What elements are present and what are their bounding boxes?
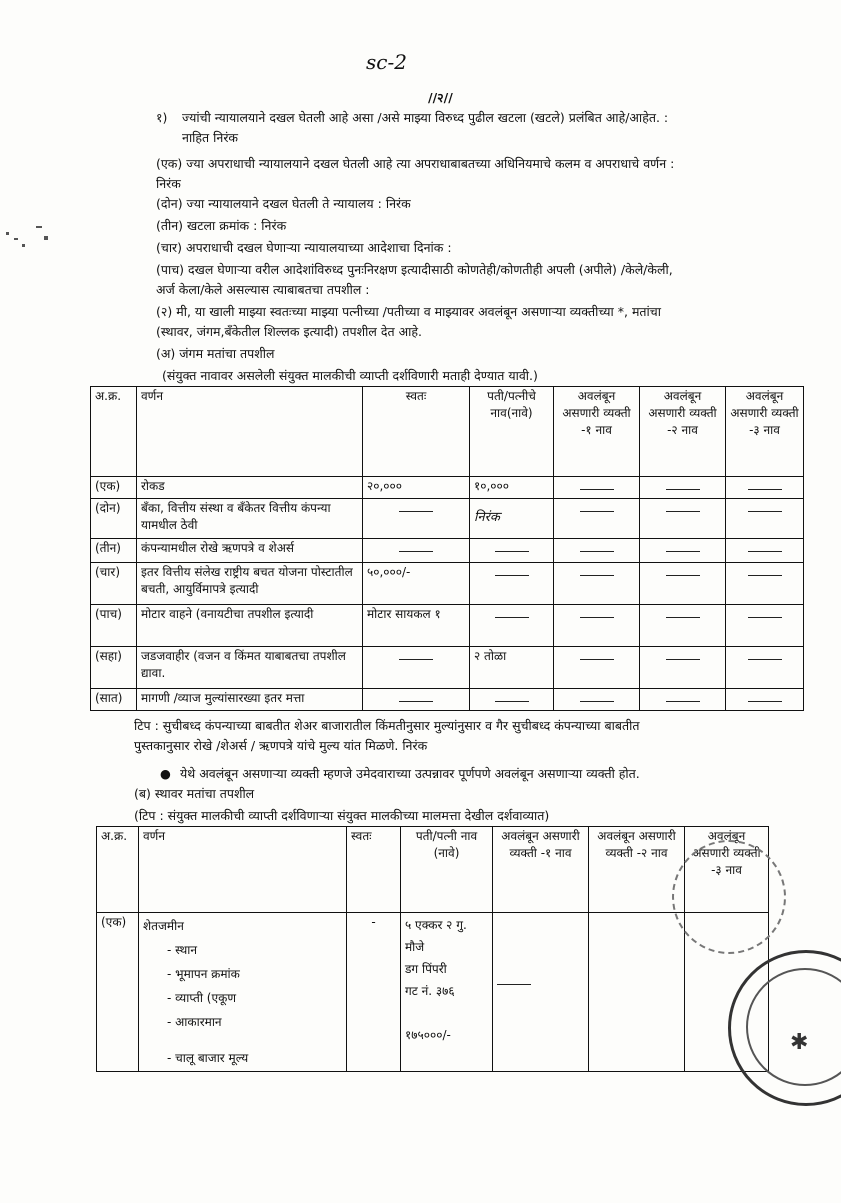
immovable-assets-table bbox=[96, 826, 769, 1072]
row-description: रोकड bbox=[137, 477, 363, 499]
land-village: डग पिंपरी bbox=[405, 962, 447, 976]
nil-dash bbox=[495, 701, 529, 702]
nil-dash bbox=[497, 984, 531, 985]
case-number-line: (तीन) खटला क्रमांक : निरंक bbox=[156, 218, 287, 233]
row-number: (चार) bbox=[91, 563, 137, 605]
agricultural-land-cell: शेतजमीन - स्थान - भूमापन क्रमांक - व्याप्ती (एकूण - आकारमान - चालू बाजार मूल्य bbox=[139, 913, 347, 1072]
sub-item-extent: व्याप्ती (एकूण bbox=[175, 991, 236, 1005]
table-row bbox=[91, 689, 804, 711]
assets-declaration-line-2: (स्थावर, जंगम,बँकेतील शिल्लक इत्यादी) तपशील देत आहे. bbox=[156, 324, 422, 339]
col-header-spouse: पती/पत्नी नाव (नावे) bbox=[401, 827, 493, 913]
table-row: (एक) शेतजमीन - स्थान - भूमापन क्रमांक - व्याप्ती (एकूण - आकारमान - चालू बाजार मूल्य - ५ एक्कर २ गु. मौजे डग पिंपरी गट नं. ३७६ १७५०००/- bbox=[97, 913, 769, 1072]
order-date-line: (चार) अपराधाची दखल घेणाऱ्या न्यायालयाच्या आदेशाचा दिनांक : bbox=[156, 240, 452, 255]
nil-dash bbox=[666, 575, 700, 576]
nil-dash bbox=[748, 551, 782, 552]
pending-case-value: नाहित निरंक bbox=[182, 130, 239, 145]
nil-dash bbox=[399, 659, 433, 660]
row-number: (सात) bbox=[91, 689, 137, 711]
nil-dash bbox=[580, 659, 614, 660]
col-header-description: वर्णन bbox=[137, 387, 363, 477]
row-description: जडजवाहीर (वजन व किंमत याबाबतचा तपशील द्यावा. bbox=[137, 647, 363, 689]
pending-case-statement: ज्यांची न्यायालयाने दखल घेतली आहे असा /असे माझ्या विरुध्द पुढील खटला (खटले) प्रलंबित आहे/आहेत. : bbox=[182, 110, 669, 125]
col-header-serial: अ.क्र. bbox=[97, 827, 139, 913]
row-spouse-value: १०,००० bbox=[470, 477, 554, 499]
handwritten-reference: sc-2 bbox=[366, 50, 407, 74]
sub-item-area: आकारमान bbox=[175, 1015, 222, 1029]
nil-dash bbox=[399, 511, 433, 512]
row-spouse-value: २ तोळा bbox=[470, 647, 554, 689]
appeal-line-2: अर्ज केला/केले असल्यास त्याबाबतचा तपशील : bbox=[156, 282, 370, 297]
row-self-value: ५०,०००/- bbox=[363, 563, 470, 605]
sub-item-location: स्थान bbox=[175, 943, 198, 957]
row-number: (एक) bbox=[91, 477, 137, 499]
table-header-row bbox=[91, 387, 804, 477]
col-header-dependent-3: अवलंबून असणारी व्यक्ती -३ नाव bbox=[685, 827, 769, 913]
table-row bbox=[91, 539, 804, 563]
nil-dash bbox=[748, 701, 782, 702]
nil-dash bbox=[748, 659, 782, 660]
row-spouse-value: निरंक bbox=[470, 499, 554, 539]
nil-dash bbox=[580, 489, 614, 490]
faint-seal bbox=[672, 840, 786, 954]
row-description: कंपन्यामधील रोखे ऋणपत्रे व शेअर्स bbox=[137, 539, 363, 563]
nil-dash bbox=[495, 617, 529, 618]
row-description: इतर वित्तीय संलेख राष्ट्रीय बचत योजना पोस्टातील बचती, आयुर्विमापत्रे इत्यादी bbox=[137, 563, 363, 605]
offence-section-label: (एक) ज्या अपराधाची न्यायालयाने दखल घेतली आहे त्या अपराधाबाबतच्या अधिनियमाचे कलम व अपराधाचे वर्णन : bbox=[156, 156, 675, 171]
col-header-spouse: पती/पत्नीचे नाव(नावे) bbox=[470, 387, 554, 477]
nil-dash bbox=[666, 617, 700, 618]
col-header-description: वर्णन bbox=[139, 827, 347, 913]
land-gat-number: गट नं. ३७६ bbox=[405, 984, 455, 998]
seal-asterisk-icon: ✱ bbox=[790, 1030, 809, 1055]
row-number: (सहा) bbox=[91, 647, 137, 689]
nil-dash bbox=[748, 511, 782, 512]
offence-section-value: निरंक bbox=[156, 176, 181, 191]
nil-dash bbox=[666, 511, 700, 512]
nil-dash bbox=[580, 511, 614, 512]
nil-dash bbox=[666, 489, 700, 490]
land-village-prefix: मौजे bbox=[405, 940, 425, 954]
margin-mark bbox=[6, 232, 9, 235]
item-1-number: १) bbox=[156, 110, 168, 125]
share-valuation-note-2: पुस्तकानुसार रोखे /शेअर्स / ऋणपत्रे यांचे मुल्य यांत मिळणे. निरंक bbox=[134, 738, 428, 753]
nil-dash bbox=[580, 575, 614, 576]
movable-assets-note: (संयुक्त नावावर असलेली संयुक्त मालकीची व्याप्ती दर्शविणारी मताही देण्यात यावी.) bbox=[162, 368, 538, 383]
row-number: (पाच) bbox=[91, 605, 137, 647]
land-market-value: १७५०००/- bbox=[405, 1028, 451, 1042]
nil-dash bbox=[748, 489, 782, 490]
nil-dash bbox=[666, 701, 700, 702]
col-header-dependent-3: अवलंबून असणारी व्यक्ती -३ नाव bbox=[726, 387, 804, 477]
appeal-line-1: (पाच) दखल घेणाऱ्या वरील आदेशांविरुध्द पुनःनिरक्षण इत्यादीसाठी कोणतेही/कोणतीही अपली (अपीले) /केले/केली, bbox=[156, 262, 673, 277]
col-header-dependent-2: अवलंबून असणारी व्यक्ती -२ नाव bbox=[589, 827, 685, 913]
row-self-value: मोटार सायकल १ bbox=[363, 605, 470, 647]
col-header-serial: अ.क्र. bbox=[91, 387, 137, 477]
table-row bbox=[91, 477, 804, 499]
immovable-assets-heading: (ब) स्थावर मतांचा तपशील bbox=[134, 786, 255, 801]
margin-mark bbox=[22, 244, 25, 247]
col-header-dependent-2: अवलंबून असणारी व्यक्ती -२ नाव bbox=[640, 387, 726, 477]
court-line: (दोन) ज्या न्यायालयाने दखल घेतली ते न्यायालय : निरंक bbox=[156, 196, 411, 211]
sub-item-market-value: चालू बाजार मूल्य bbox=[175, 1051, 249, 1065]
margin-mark bbox=[36, 226, 42, 228]
table-row bbox=[91, 499, 804, 539]
nil-dash bbox=[748, 575, 782, 576]
row-self-value: २०,००० bbox=[363, 477, 470, 499]
share-valuation-note-1: टिप : सुचीबध्द कंपन्याच्या बाबतीत शेअर बाजारातील किंमतीनुसार मुल्यांनुसार व गैर सुचीबध्द कंपन्याच्या बाबतीत bbox=[134, 718, 640, 733]
nil-dash bbox=[399, 701, 433, 702]
nil-dash bbox=[748, 617, 782, 618]
sub-item-survey-number: भूमापन क्रमांक bbox=[175, 967, 240, 981]
col-header-dependent-1: अवलंबून असणारी व्यक्ती -१ नाव bbox=[554, 387, 640, 477]
land-area: ५ एक्कर २ गु. bbox=[405, 918, 467, 932]
col-header-dependent-1: अवलंबून असणारी व्यक्ती -१ नाव bbox=[493, 827, 589, 913]
table-row bbox=[91, 563, 804, 605]
nil-dash bbox=[399, 551, 433, 552]
margin-mark bbox=[44, 236, 48, 240]
row-description: बँका, वित्तीय संस्था व बँकेतर वित्तीय कंपन्या यामधील ठेवी bbox=[137, 499, 363, 539]
nil-dash bbox=[580, 617, 614, 618]
nil-dash bbox=[580, 551, 614, 552]
row-description: मोटार वाहने (वनायटीचा तपशील इत्यादी bbox=[137, 605, 363, 647]
row-number: (तीन) bbox=[91, 539, 137, 563]
immovable-assets-note: (टिप : संयुक्त मालकीची व्याप्ती दर्शविणाऱ्या संयुक्त मालकीच्या मालमत्ता देखील दर्शवाव्यात) bbox=[134, 808, 550, 823]
margin-mark bbox=[14, 238, 18, 240]
agricultural-land-title: शेतजमीन bbox=[143, 919, 184, 933]
nil-dash bbox=[495, 575, 529, 576]
col-header-self: स्वतः bbox=[347, 827, 401, 913]
dependents-definition: येथे अवलंबून असणाऱ्या व्यक्ती म्हणजे उमेदवाराच्या उत्पन्नावर पूर्णपणे अवलंबून असणाऱ्या व्यक्ती होत. bbox=[180, 766, 640, 781]
row-number: (एक) bbox=[97, 913, 139, 1072]
nil-dash bbox=[580, 701, 614, 702]
nil-dash bbox=[666, 659, 700, 660]
table-row bbox=[91, 647, 804, 689]
table-header-row bbox=[97, 827, 769, 913]
row-number: (दोन) bbox=[91, 499, 137, 539]
assets-declaration-line-1: (२) मी, या खाली माझ्या स्वतःच्या माझ्या पत्नीच्या /पतीच्या व माझ्यावर अवलंबून असणाऱ्या व्यक्तीच्या *, मतांचा bbox=[156, 304, 661, 319]
movable-assets-table bbox=[90, 386, 804, 711]
table-row bbox=[91, 605, 804, 647]
movable-assets-heading: (अ) जंगम मतांचा तपशील bbox=[156, 346, 275, 361]
spouse-land-cell bbox=[401, 913, 493, 1072]
nil-dash bbox=[495, 551, 529, 552]
bullet-icon: ● bbox=[160, 766, 171, 781]
page-number: //२// bbox=[428, 90, 453, 105]
row-description: मागणी /व्याज मुल्यांसारख्या इतर मत्ता bbox=[137, 689, 363, 711]
nil-dash bbox=[666, 551, 700, 552]
col-header-self: स्वतः bbox=[363, 387, 470, 477]
